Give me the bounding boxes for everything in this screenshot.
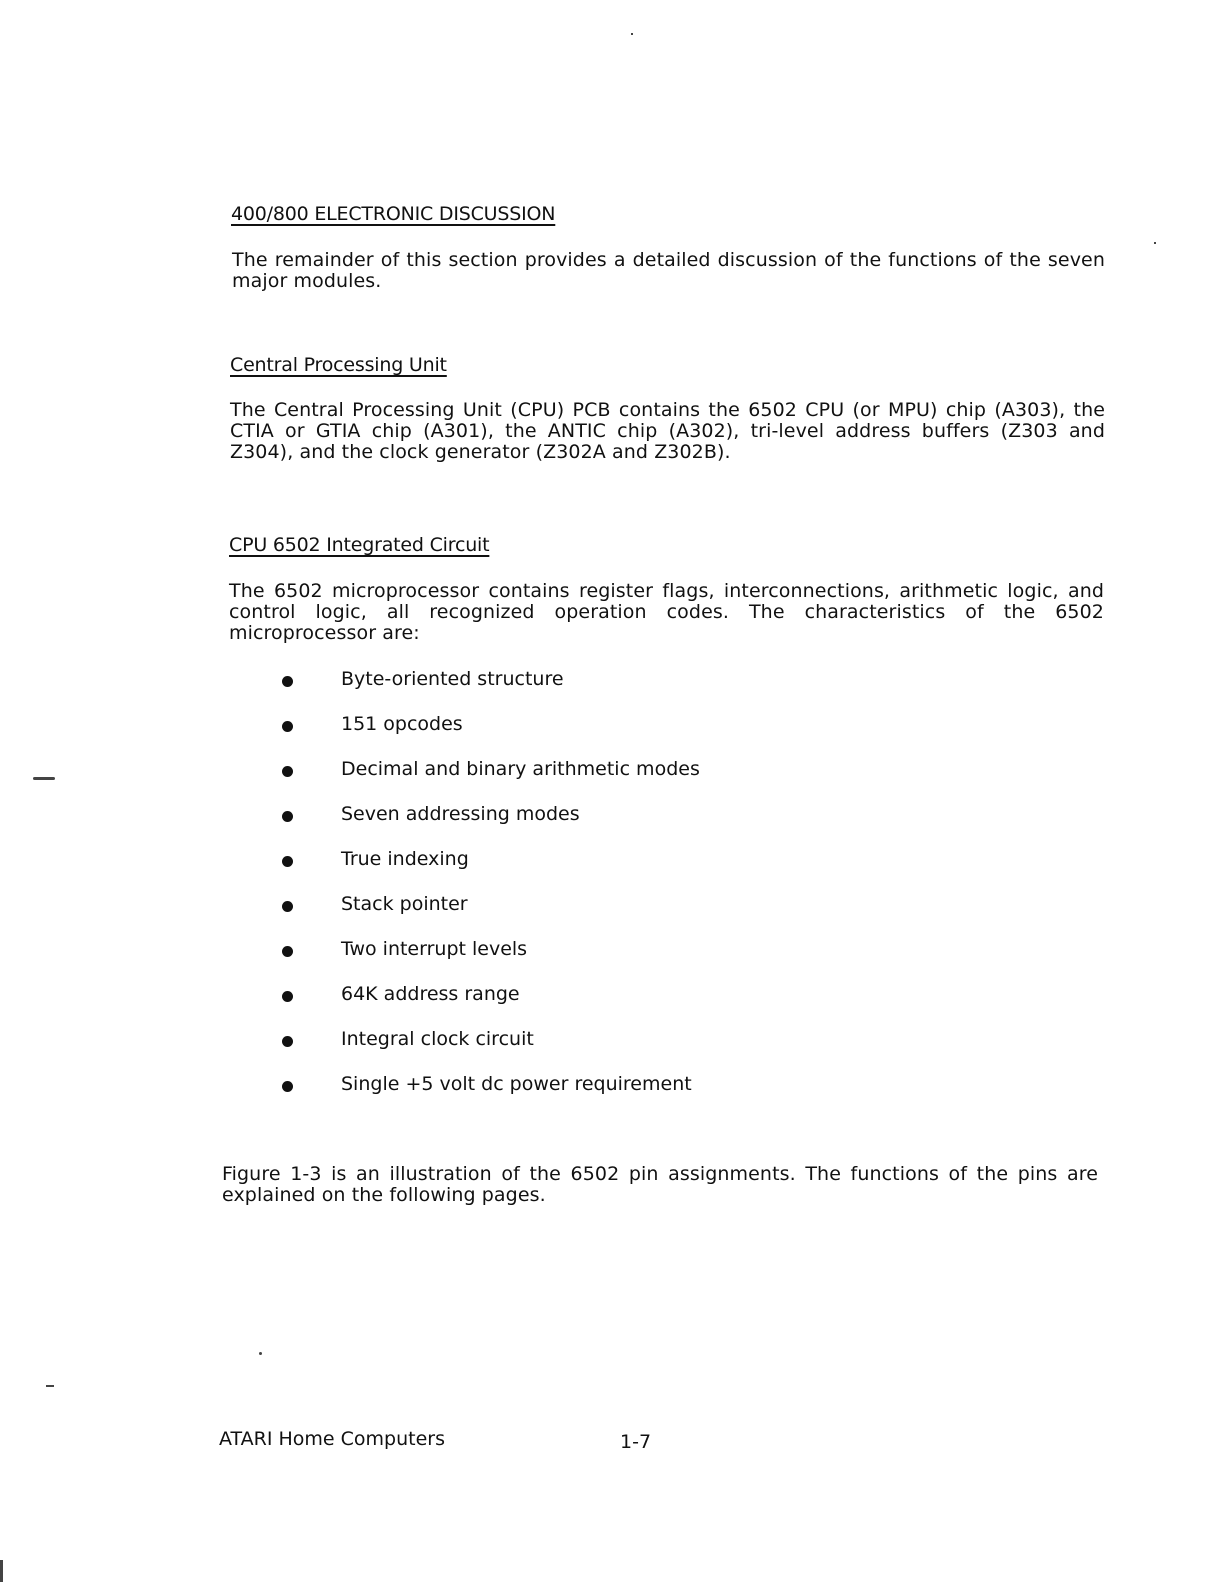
list-item-text: Integral clock circuit <box>341 1028 534 1050</box>
scan-artifact <box>33 777 55 780</box>
scan-artifact <box>46 1385 54 1387</box>
list-item-text: Stack pointer <box>341 893 468 915</box>
scan-artifact <box>1154 242 1156 244</box>
section-title: 400/800 ELECTRONIC DISCUSSION <box>231 203 556 225</box>
list-item-text: 151 opcodes <box>341 713 463 735</box>
bullet-icon <box>282 676 293 687</box>
scan-artifact <box>259 1352 262 1355</box>
bullet-icon <box>282 1036 293 1047</box>
bullet-icon <box>282 766 293 777</box>
scan-artifact <box>0 1560 3 1582</box>
bullet-icon <box>282 721 293 732</box>
list-item-text: Byte-oriented structure <box>341 668 564 690</box>
bullet-icon <box>282 1081 293 1092</box>
list-item-text: Seven addressing modes <box>341 803 580 825</box>
bullet-icon <box>282 811 293 822</box>
footer-title: ATARI Home Computers <box>219 1428 445 1450</box>
list-item-text: Single +5 volt dc power requirement <box>341 1073 692 1095</box>
page-number: 1-7 <box>620 1431 652 1453</box>
ic-heading: CPU 6502 Integrated Circuit <box>229 534 490 556</box>
list-item-text: True indexing <box>341 848 469 870</box>
figure-paragraph: Figure 1-3 is an illustration of the 6502 pin assignments. The functions of the pins are explained on the following pages. <box>222 1163 1098 1206</box>
bullet-icon <box>282 856 293 867</box>
list-item-text: Two interrupt levels <box>341 938 528 960</box>
intro-paragraph: The remainder of this section provides a detailed discussion of the functions of the seven major modules. <box>232 249 1105 292</box>
cpu-heading: Central Processing Unit <box>230 354 447 376</box>
ic-paragraph: The 6502 microprocessor contains register flags, interconnections, arithmetic logic, and control logic, all recognized operation codes. The characteristics of the 6502 microprocessor are: <box>229 580 1104 644</box>
bullet-icon <box>282 901 293 912</box>
scan-artifact <box>631 33 633 35</box>
list-item-text: 64K address range <box>341 983 520 1005</box>
cpu-paragraph: The Central Processing Unit (CPU) PCB contains the 6502 CPU (or MPU) chip (A303), the CTIA or GTIA chip (A301), the ANTIC chip (A302), tri-level address buffers (Z303 and Z304), and the clock generator (Z302A and Z302B). <box>230 399 1105 463</box>
list-item-text: Decimal and binary arithmetic modes <box>341 758 700 780</box>
bullet-icon <box>282 991 293 1002</box>
bullet-icon <box>282 946 293 957</box>
